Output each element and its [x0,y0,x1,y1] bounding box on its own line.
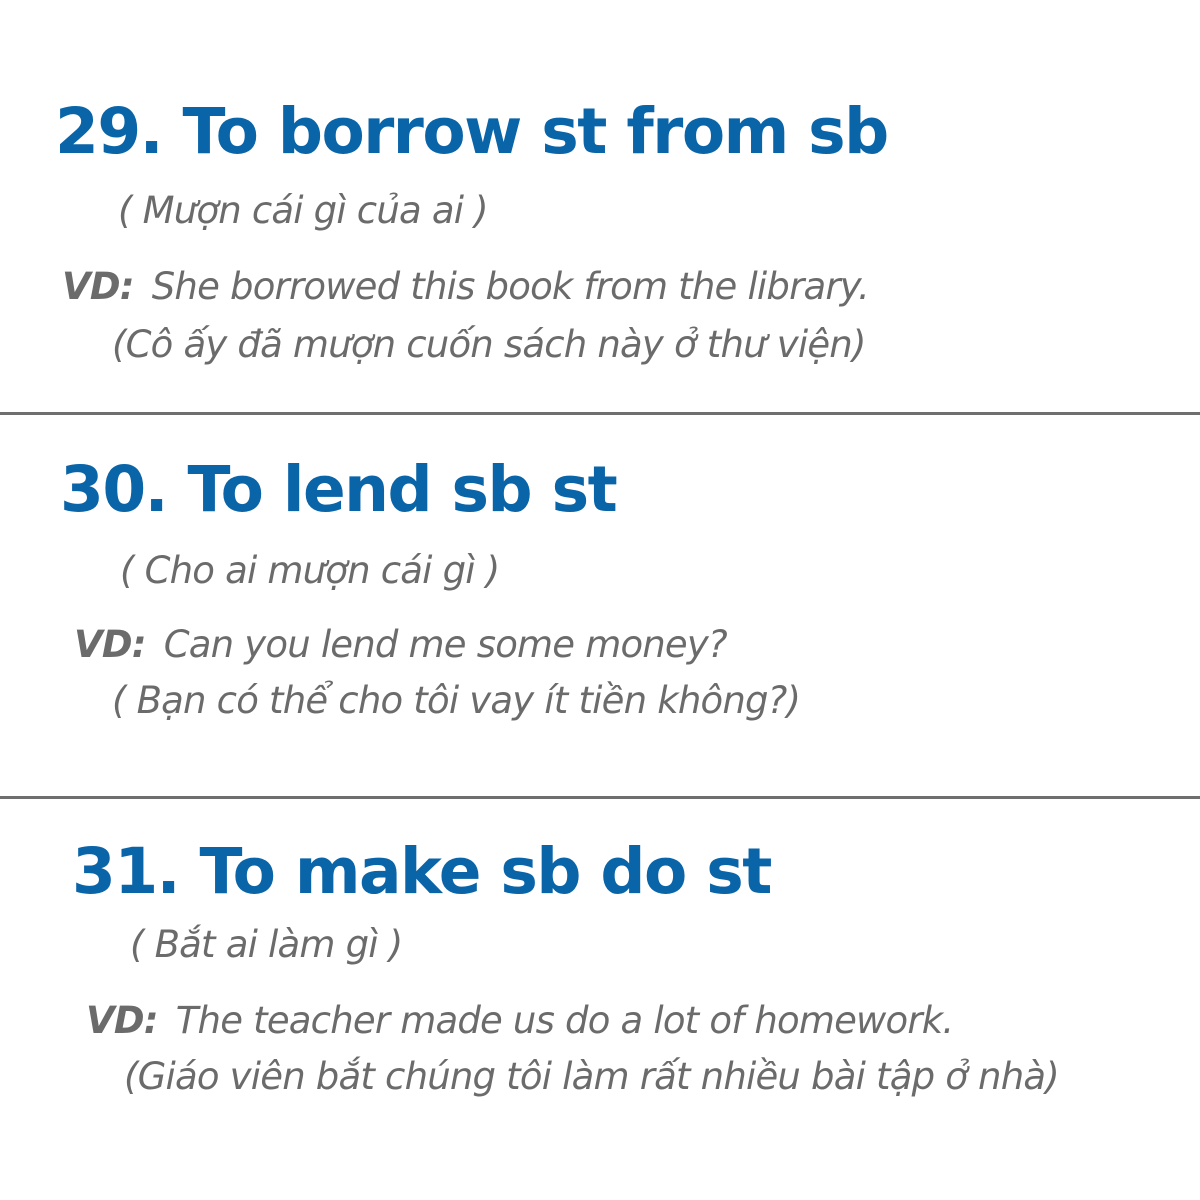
entry-example [74,623,727,666]
example-sentence: She borrowed this book from the library. [151,265,869,308]
entry-meaning: ( Mượn cái gì của ai ) [118,189,488,232]
entry-meaning: ( Bắt ai làm gì ) [130,923,403,966]
example-sentence: Can you lend me some money? [163,623,727,666]
example-label: VD: [74,623,146,666]
example-label: VD: [86,999,158,1042]
entry-meaning: ( Cho ai mượn cái gì ) [120,549,500,592]
entry-example [86,999,954,1042]
entry-translation: (Giáo viên bắt chúng tôi làm rất nhiều bài tập ở nhà) [124,1055,1059,1098]
entry-title: 31. To make sb do st [72,835,771,908]
section-divider [0,412,1200,415]
entry-title: 29. To borrow st from sb [55,95,888,168]
entry-title: 30. To lend sb st [60,453,617,526]
entry-translation: ( Bạn có thể cho tôi vay ít tiền không?) [112,679,801,722]
example-sentence: The teacher made us do a lot of homework. [175,999,954,1042]
section-divider [0,796,1200,799]
entry-translation: (Cô ấy đã mượn cuốn sách này ở thư viện) [112,323,866,366]
entry-example [62,265,869,308]
example-label: VD: [62,265,134,308]
